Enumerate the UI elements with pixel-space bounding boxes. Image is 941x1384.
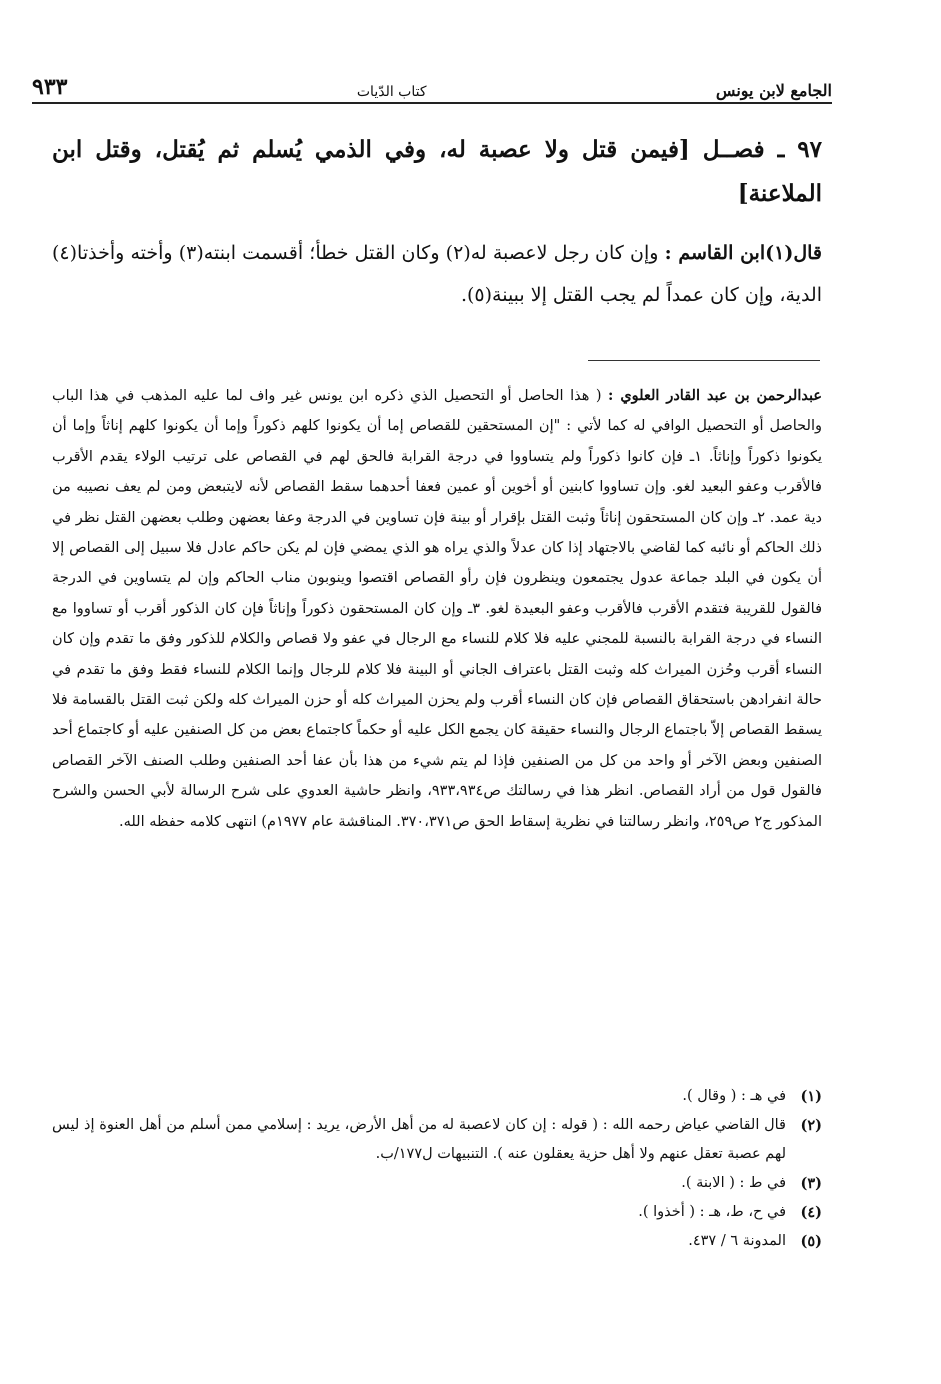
- main-paragraph: [52, 232, 822, 316]
- page-number: ٩٣٣: [32, 74, 68, 100]
- commentary-author: عبدالرحمن بن عبد القادر العلوي :: [608, 387, 823, 404]
- footnote-1: [52, 1082, 822, 1111]
- header-rule: [32, 102, 832, 104]
- footnote-label: (٥): [800, 1233, 822, 1250]
- footnote-label: (١): [800, 1088, 822, 1105]
- footnote-text: قال القاضي عياض رحمه الله : ( قوله : إن كان لاعصبة له من أهل الأرض، يريد : إسلامي ممن أسلم من أهل العنوة إذ ليس لهم عصبة تعقل عنهم ولا أهل حزية يعقلون عنه ). التنبيهات ل١٧٧/ب.: [52, 1117, 786, 1162]
- chapter-heading: ٩٧ ـ فصــل [فيمن قتل ولا عصبة له، وفي الذمي يُسلم ثم يُقتل، وقتل ابن الملاعنة]: [52, 136, 822, 207]
- footnote-3: [52, 1169, 822, 1198]
- book-title: الجامع لابن يونس: [715, 81, 832, 100]
- footnote-text: في ط : ( الابنة ).: [681, 1175, 786, 1191]
- commentary-text: ( هذا الحاصل أو التحصيل الذي ذكره ابن يونس غير واف لما عليه المذهب في هذا الباب والحاصل أو التحصيل الوافي له كما لأتي : "إن المستحقين للقصاص إما أن يكونوا كلهم ذكوراً وإما أن يكونوا كلهم إناثاً وإما أن يكونوا ذكوراً وإناثاً. ١ـ فإن كانوا ذكوراً ولم يتساووا في درجة القرابة فالحق لهم في القصاص على ترتيب الولاء يقدم الأقرب فالأقرب وعفو البعيد لغو. وإن تساووا كابنين أو أخوين أو عمين فعفا أحدهما سقط القصاص لأنه لايتبعض ومن لم يعف نصيبه من دية عمد. ٢ـ وإن كان المستحقون إناثاً وثبت القتل بإقرار أو بينة فإن تساوين في الدرجة وعفا بعضهن وطلب بعضهن القتل نظر في ذلك الحاكم أو نائبه كما لقاضي بالاجتهاد إذا كان عدلاً والذي يراه هو الذي يمضي فإن لم يكن حاكم عادل فلا سبيل إلى القصاص إلا أن يكون في البلد جماعة عدول يجتمعون وينظرون فإن رأو القصاص اقتصوا وينوبون مناب الحاكم وإن لم يتساوين في الدرجة فالقول للقريبة فتقدم الأقرب فالأقرب وعفو البعيدة لغو. ٣ـ وإن كان المستحقون ذكوراً وإناثاً فإن كان الذكور أقرب أو تساووا مع النساء في درجة القرابة بالنسبة للمجني عليه فلا كلام للنساء مع الرجال في عفو ولا قصاص والكلام للذكور وفق ما تقدم وإن كان النساء أقرب وحُزن الميراث كله وثبت القتل باعتراف الجاني أو البينة فلا كلام للرجال وإنما الكلام للنساء فقط وفق ما تقدم في حالة انفرادهن باستحقاق القصاص فإن كان النساء أقرب ولم يحزن الميراث كله أو حزن الميراث كله ولكن ثبت القتل بالقسامة فلا يسقط القصاص إلاّ باجتماع الرجال والنساء حقيقة كان يجمع الكل عليه أو حكماً كاجتماع بعض من كل الصنفين عليه أو كاجتماع أحد الصنفين وبعض الآخر أو واحد من كل من الصنفين فإذا لم يتم شيء من هذا بأن عفا أحد الصنفين وطلب الصنف الآخر القصاص فالقول قول من أراد القصاص. انظر هذا في رسالتك ص٩٣٣،٩٣٤، وانظر حاشية العدوي على شرح الرسالة لأبي الحسن والشرح المذكور ج٢ ص٢٥٩، وانظر رسالتنا في نظرية إسقاط الحق ص٣٧٠،٣٧١. المناقشة عام ١٩٧٧م) انتهى كلامه حفظه الله.: [52, 388, 823, 830]
- footnote-separator: [588, 360, 820, 361]
- footnote-text: في هـ : ( وقال ).: [682, 1088, 786, 1104]
- footnote-2: [52, 1111, 822, 1169]
- main-text: وإن كان رجل لاعصبة له(٢) وكان القتل خطأ؛ أقسمت ابنته(٣) وأخته وأخذتا(٤) الدية، وإن كان عمداً لم يجب القتل إلا ببينة(٥).: [52, 242, 822, 306]
- commentary-paragraph: [52, 381, 822, 837]
- footnote-4: [52, 1198, 822, 1227]
- footnote-label: (٣): [800, 1175, 822, 1192]
- footnote-text: في ح، ط، هـ : ( أخذوا ).: [638, 1204, 786, 1220]
- footnotes: [52, 1082, 822, 1256]
- main-lead: قال(١)ابن القاسم :: [664, 242, 823, 264]
- section-title: كتاب الدّيات: [356, 84, 427, 100]
- running-header: [32, 62, 832, 100]
- footnote-5: [52, 1227, 822, 1256]
- footnote-label: (٢): [800, 1117, 822, 1134]
- footnote-label: (٤): [800, 1204, 822, 1221]
- footnote-text: المدونة ٦ / ٤٣٧.: [688, 1233, 786, 1249]
